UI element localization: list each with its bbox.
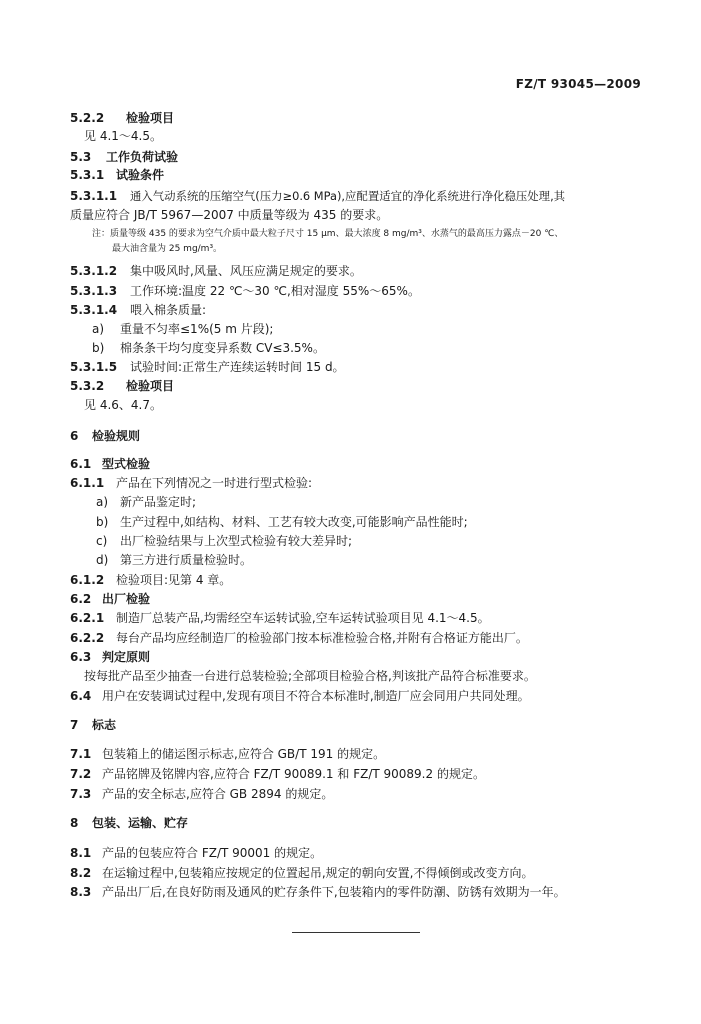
item-text: 重量不匀率≤1%(5 m 片段); [120, 322, 274, 336]
clause-5-3-1 [70, 168, 164, 182]
note-text: 注：质量等级 435 的要求为空气介质中最大粒子尺寸 15 μm、最大浓度 8 mg/m³、水蒸气的最高压力露点－20 ℃、 [92, 229, 564, 239]
clause-number: 5.2.2 [70, 111, 105, 125]
clause-7-3 [70, 787, 333, 801]
clause-number: 5.3.2 [70, 379, 105, 393]
list-item [96, 515, 468, 529]
clause-number: 6.3 [70, 650, 92, 664]
clause-5-3-1-4 [70, 303, 206, 317]
body-line [84, 669, 536, 683]
clause-5-2-2 [70, 111, 174, 125]
chapter-8-heading [70, 816, 188, 830]
clause-number: 6.1.2 [70, 573, 105, 587]
clause-text: 产品的包装应符合 FZ/T 90001 的规定。 [102, 846, 323, 860]
clause-number: 5.3.1.1 [70, 189, 118, 203]
clause-5-3-1-5 [70, 360, 345, 374]
list-item [92, 341, 325, 355]
clause-title: 型式检验 [102, 457, 151, 471]
clause-6-4 [70, 689, 530, 703]
body-text: 见 4.6、4.7。 [84, 398, 162, 412]
clause-number: 5.3.1.4 [70, 303, 118, 317]
note-line [112, 244, 222, 255]
clause-6-1 [70, 457, 150, 471]
clause-number: 7.1 [70, 747, 92, 761]
clause-6-2-2 [70, 631, 528, 645]
clause-5-3-1-3 [70, 284, 420, 298]
item-text: 第三方进行质量检验时。 [120, 553, 253, 567]
clause-text: 产品在下列情况之一时进行型式检验: [116, 476, 313, 490]
clause-number: 5.3.1.3 [70, 284, 118, 298]
clause-text: 用户在安装调试过程中,发现有项目不符合本标准时,制造厂应会同用户共同处理。 [102, 689, 530, 703]
clause-7-1 [70, 747, 385, 761]
clause-number: 6.2.1 [70, 611, 105, 625]
chapter-number: 7 [70, 718, 79, 732]
list-item [96, 553, 252, 567]
clause-5-3-2 [70, 379, 174, 393]
clause-5-3 [70, 150, 178, 164]
clause-5-3-1-2 [70, 264, 362, 278]
clause-text: 产品的安全标志,应符合 GB 2894 的规定。 [102, 787, 334, 801]
clause-title: 判定原则 [102, 650, 151, 664]
list-item [92, 322, 273, 336]
clause-title: 检验项目 [126, 111, 175, 125]
item-text: 棉条条干均匀度变异系数 CV≤3.5%。 [120, 341, 325, 355]
body-text: 按每批产品至少抽查一台进行总装检验;全部项目检验合格,判该批产品符合标准要求。 [84, 669, 536, 683]
note-line [92, 229, 563, 240]
body-text: 见 4.1～4.5。 [84, 129, 162, 143]
chapter-number: 6 [70, 429, 79, 443]
clause-6-1-2 [70, 573, 231, 587]
clause-number: 5.3.1.5 [70, 360, 118, 374]
clause-text: 通入气动系统的压缩空气(压力≥0.6 MPa),应配置适宜的净化系统进行净化稳压处理,其 [130, 189, 566, 203]
body-line [84, 398, 162, 412]
clause-text: 产品出厂后,在良好防雨及通风的贮存条件下,包装箱内的零件防潮、防锈有效期为一年。 [102, 885, 566, 899]
clause-text: 试验时间:正常生产连续运转时间 15 d。 [130, 360, 345, 374]
clause-5-3-1-1 [70, 189, 565, 203]
clause-text: 喂入棉条质量: [130, 303, 207, 317]
clause-8-3 [70, 885, 566, 899]
item-marker: a) [92, 322, 105, 336]
clause-text: 检验项目:见第 4 章。 [116, 573, 232, 587]
item-marker: d) [96, 553, 109, 567]
clause-number: 6.1 [70, 457, 92, 471]
clause-6-2-1 [70, 611, 490, 625]
chapter-title: 检验规则 [92, 429, 141, 443]
clause-number: 8.2 [70, 866, 92, 880]
clause-number: 5.3.1.2 [70, 264, 118, 278]
clause-text: 集中吸风时,风量、风压应满足规定的要求。 [130, 264, 362, 278]
clause-text: 制造厂总装产品,均需经空车运转试验,空车运转试验项目见 4.1～4.5。 [116, 611, 490, 625]
clause-number: 8.1 [70, 846, 92, 860]
chapter-number: 8 [70, 816, 79, 830]
list-item [96, 534, 352, 548]
clause-title: 出厂检验 [102, 592, 151, 606]
item-text: 出厂检验结果与上次型式检验有较大差异时; [120, 534, 353, 548]
chapter-title: 标志 [92, 718, 117, 732]
clause-number: 5.3.1 [70, 168, 105, 182]
clause-6-3 [70, 650, 150, 664]
body-line [84, 129, 162, 143]
clause-text: 在运输过程中,包装箱应按规定的位置起吊,规定的朝向安置,不得倾倒或改变方向。 [102, 866, 534, 880]
clause-8-1 [70, 846, 322, 860]
clause-text: 包装箱上的储运图示标志,应符合 GB/T 191 的规定。 [102, 747, 386, 761]
item-text: 生产过程中,如结构、材料、工艺有较大改变,可能影响产品性能时; [120, 515, 468, 529]
clause-text: 每台产品均应经制造厂的检验部门按本标准检验合格,并附有合格证方能出厂。 [116, 631, 528, 645]
clause-number: 7.3 [70, 787, 92, 801]
clause-number: 7.2 [70, 767, 92, 781]
item-marker: b) [92, 341, 105, 355]
clause-7-2 [70, 767, 485, 781]
clause-text: 工作环境:温度 22 ℃～30 ℃,相对湿度 55%～65%。 [130, 284, 420, 298]
clause-number: 8.3 [70, 885, 92, 899]
clause-8-2 [70, 866, 533, 880]
clause-number: 6.2 [70, 592, 92, 606]
clause-number: 6.2.2 [70, 631, 105, 645]
list-item [96, 495, 196, 509]
clause-title: 试验条件 [116, 168, 165, 182]
chapter-title: 包装、运输、贮存 [92, 816, 189, 830]
chapter-7-heading [70, 718, 116, 732]
item-marker: a) [96, 495, 109, 509]
item-text: 新产品鉴定时; [120, 495, 197, 509]
item-marker: c) [96, 534, 108, 548]
chapter-6-heading [70, 429, 140, 443]
clause-title: 工作负荷试验 [106, 150, 179, 164]
standard-number-header: FZ/T 93045—2009 [515, 77, 641, 91]
clause-number: 6.4 [70, 689, 92, 703]
clause-6-2 [70, 592, 150, 606]
body-text: 质量应符合 JB/T 5967—2007 中质量等级为 435 的要求。 [70, 208, 389, 222]
clause-number: 5.3 [70, 150, 92, 164]
body-line [70, 208, 388, 222]
clause-title: 检验项目 [126, 379, 175, 393]
clause-text: 产品铭牌及铭牌内容,应符合 FZ/T 90089.1 和 FZ/T 90089.2 的规定。 [102, 767, 485, 781]
clause-number: 6.1.1 [70, 476, 105, 490]
note-text: 最大油含量为 25 mg/m³。 [112, 244, 223, 254]
clause-6-1-1 [70, 476, 312, 490]
item-marker: b) [96, 515, 109, 529]
end-rule [292, 932, 420, 933]
